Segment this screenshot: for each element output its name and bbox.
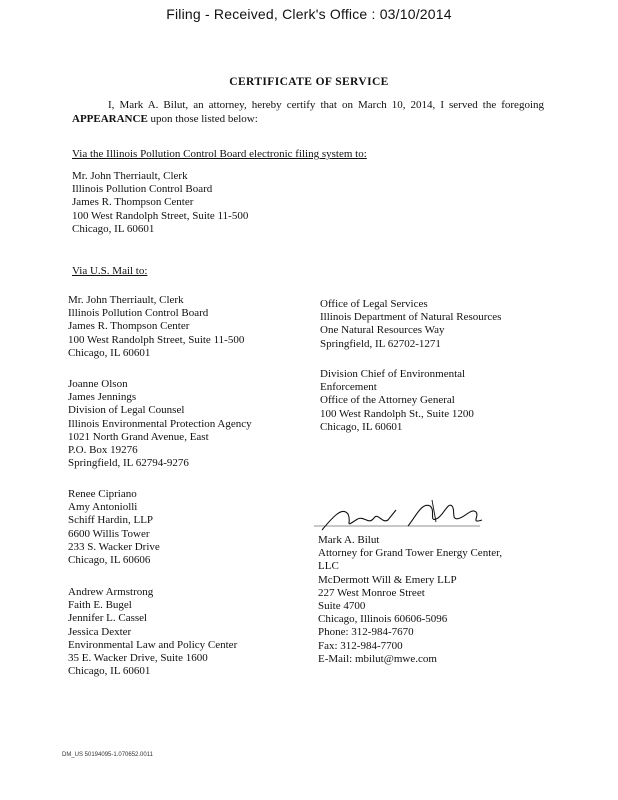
address-line: Environmental Law and Policy Center xyxy=(68,638,238,651)
attorney-name: Mark A. Bilut xyxy=(318,534,380,546)
mail-recipient-right-1 xyxy=(320,298,501,351)
address-line: 100 West Randolph Street, Suite 11-500 xyxy=(72,209,249,222)
address-line: Enforcement xyxy=(320,381,377,394)
address-line: Jessica Dexter xyxy=(68,625,132,638)
address-line: 233 S. Wacker Drive xyxy=(68,540,160,553)
address-line: James R. Thompson Center xyxy=(72,196,194,209)
address-line: Chicago, IL 60601 xyxy=(320,420,403,433)
address-line: Illinois Department of Natural Resources xyxy=(320,311,502,324)
statement-text-start: I, Mark A. Bilut, an attorney, hereby certify that on March 10, 2014, I served the foregoing xyxy=(108,99,544,111)
address-line: Mr. John Therriault, Clerk xyxy=(72,170,188,182)
address-line: Jennifer L. Cassel xyxy=(68,612,148,625)
certificate-title: CERTIFICATE OF SERVICE xyxy=(229,76,389,88)
address-line: Amy Antoniolli xyxy=(68,501,138,514)
mail-service-heading: Via U.S. Mail to: xyxy=(72,265,148,277)
address-line: Suite 4700 xyxy=(318,600,366,613)
address-line: Renee Cipriano xyxy=(68,488,137,500)
address-line: Chicago, IL 60606 xyxy=(68,554,151,567)
address-line: Illinois Pollution Control Board xyxy=(68,307,209,320)
address-line: Faith E. Bugel xyxy=(68,599,132,612)
certificate-statement xyxy=(72,98,544,126)
mail-recipient-left-2 xyxy=(68,378,252,470)
address-line: Division of Legal Counsel xyxy=(68,404,185,417)
attorney-signature-block xyxy=(318,534,502,666)
electronic-service-heading: Via the Illinois Pollution Control Board electronic filing system to: xyxy=(72,148,367,160)
address-line: Andrew Armstrong xyxy=(68,586,154,598)
mail-recipient-left-1 xyxy=(68,294,244,360)
fax: Fax: 312-984-7700 xyxy=(318,639,403,652)
address-line: Division Chief of Environmental xyxy=(320,368,466,380)
attorney-role-cont: LLC xyxy=(318,560,339,573)
electronic-recipient xyxy=(72,170,248,236)
document-served: APPEARANCE xyxy=(72,113,148,125)
filing-stamp: Filing - Received, Clerk's Office : 03/10/2014 xyxy=(166,6,452,22)
handwritten-signature xyxy=(312,496,492,536)
phone: Phone: 312-984-7670 xyxy=(318,626,414,639)
address-line: 6600 Willis Tower xyxy=(68,527,150,540)
address-line: James R. Thompson Center xyxy=(68,320,190,333)
address-line: Springfield, IL 62794-9276 xyxy=(68,457,189,470)
address-line: Chicago, Illinois 60606-5096 xyxy=(318,613,448,626)
law-firm: McDermott Will & Emery LLP xyxy=(318,573,457,586)
address-line: Mr. John Therriault, Clerk xyxy=(68,294,184,306)
address-line: Illinois Environmental Protection Agency xyxy=(68,417,252,430)
address-line: P.O. Box 19276 xyxy=(68,444,138,457)
address-line: Office of Legal Services xyxy=(320,298,428,310)
mail-recipient-left-4 xyxy=(68,586,237,678)
email: E-Mail: mbilut@mwe.com xyxy=(318,652,437,665)
address-line: Springfield, IL 62702-1271 xyxy=(320,337,441,350)
document-id: DM_US 50194095-1.070652.0011 xyxy=(62,752,153,758)
address-line: Schiff Hardin, LLP xyxy=(68,514,154,527)
address-line: 227 West Monroe Street xyxy=(318,586,425,599)
address-line: Joanne Olson xyxy=(68,378,128,390)
address-line: Office of the Attorney General xyxy=(320,394,455,407)
address-line: Illinois Pollution Control Board xyxy=(72,183,213,196)
address-line: James Jennings xyxy=(68,391,137,404)
address-line: One Natural Resources Way xyxy=(320,324,445,337)
address-line: 35 E. Wacker Drive, Suite 1600 xyxy=(68,652,208,665)
mail-recipient-left-3 xyxy=(68,488,160,567)
mail-recipient-right-2 xyxy=(320,368,474,434)
address-line: 100 West Randolph St., Suite 1200 xyxy=(320,407,474,420)
address-line: Chicago, IL 60601 xyxy=(72,222,155,235)
statement-text-end: upon those listed below: xyxy=(147,113,258,125)
attorney-role: Attorney for Grand Tower Energy Center, xyxy=(318,547,503,560)
address-line: 100 West Randolph Street, Suite 11-500 xyxy=(68,333,245,346)
address-line: Chicago, IL 60601 xyxy=(68,346,151,359)
address-line: Chicago, IL 60601 xyxy=(68,665,151,678)
address-line: 1021 North Grand Avenue, East xyxy=(68,430,209,443)
